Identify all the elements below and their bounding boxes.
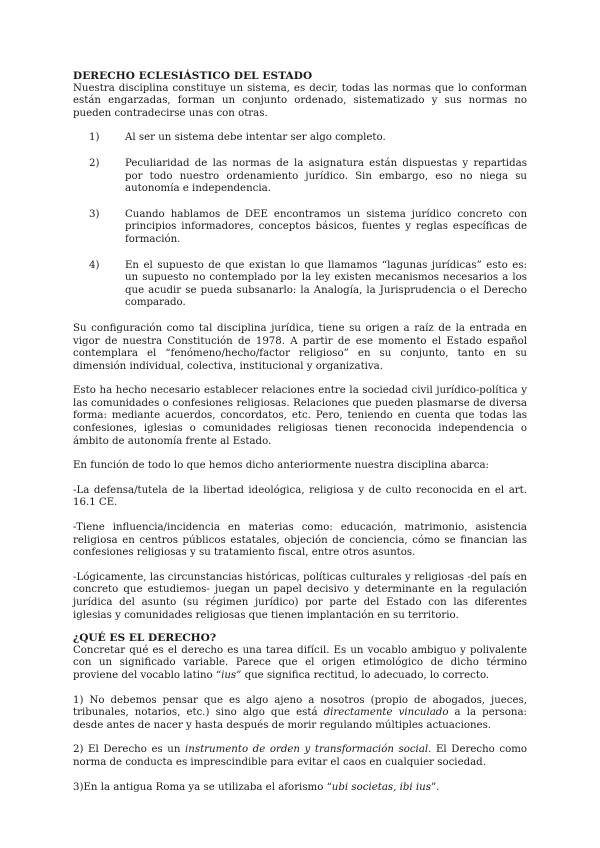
scope-item: -Tiene influencia/incidencia en materias como: educación, matrimonio, asistencia religiosa en centros públicos estatales, objeción de conciencia, cómo se financian las confesiones religiosas y su tratamiento fiscal, entre otros asuntos.: [73, 522, 527, 559]
scope-item: -La defensa/tutela de la libertad ideológica, religiosa y de culto reconocida en el art. 16.1 CE.: [73, 484, 527, 509]
configuration-paragraph: Su configuración como tal disciplina jurídica, tiene su origen a raíz de la entrada en vigor de nuestra Constitución de 1978. A partir de ese momento el Estado español contemplara el “fenómeno/hecho/factor religioso” en su conjunto, tanto en su dimensión individual, colectiva, institucional y organizativa.: [73, 322, 527, 372]
point-2-paragraph: 2) El Derecho es un instrumento de orden y transformación social. El Derecho como norma de conducta es imprescindible para evitar el caos en cualquier sociedad.: [73, 744, 528, 768]
list-item: 2) Peculiaridad de las normas de la asignatura están dispuestas y repartidas por todo nuestro ordenamiento jurídico. Sin embargo, eso no niega su autonomía e independencia.: [89, 157, 527, 195]
list-item: 4) En el supuesto de que existan lo que llamamos “lagunas jurídicas” esto es: un supuesto no contemplado por la ley existen mecanismos necesarios a los que acudir se pueda subsanarlo: la Analogía, la Jurisprudencia o el Derecho comparado.: [89, 259, 527, 309]
intro-paragraph: Nuestra disciplina constituye un sistema, es decir, todas las normas que lo conforman están engarzadas, forman un conjunto ordenado, sistematizado y sus normas no pueden contradecirse unas con otras.: [73, 82, 527, 119]
list-item: 3) Cuando hablamos de DEE encontramos un sistema jurídico concreto con principios informadores, conceptos básicos, fuentes y reglas específicas de formación.: [89, 208, 527, 245]
point-3-paragraph: 3)En la antigua Roma ya se utilizaba el aforismo “ubi societas, ibi ius”.: [73, 781, 440, 793]
spacer: [73, 120, 527, 132]
scope-intro-paragraph: En función de todo lo que hemos dicho anteriormente nuestra disciplina abarca:: [73, 460, 489, 472]
relations-paragraph: Esto ha hecho necesario establecer relaciones entre la sociedad civil jurídico-política y las comunidades o confesiones religiosas. Relaciones que pueden plasmarse de diversa forma: mediante acuerdos, concordatos, etc. Pero, teniendo en cuenta que todas las confesiones, iglesias o comunidades religiosas tienen reconocida independencia o ámbito de autonomía frente al Estado.: [73, 385, 527, 447]
scope-item: -Lógicamente, las circunstancias históricas, políticas culturales y religiosas -del país en concreto que estudiemos- juegan un papel decisivo y determinante en la regulación jurídica del asunto (su régimen jurídico) por parte del Estado con las diferentes iglesias y comunidades religiosas que tienen implantación en su territorio.: [73, 571, 527, 621]
numbered-list: [73, 132, 527, 310]
section-title: ¿QUÉ ES EL DERECHO?: [73, 632, 217, 645]
definition-paragraph: Concretar qué es el derecho es una tarea difícil. Es un vocablo ambiguo y polivalente con un significado variable. Parece que el origen etimológico de dicho término proviene del vocablo latino “ius” que significa rectitud, lo adecuado, lo correcto.: [73, 644, 527, 681]
list-item: 1) Al ser un sistema debe intentar ser algo completo.: [89, 132, 386, 144]
document-title: DERECHO ECLESIÁSTICO DEL ESTADO: [73, 70, 313, 82]
point-1-paragraph: 1) No debemos pensar que es algo ajeno a nosotros (propio de abogados, jueces, tribunales, notarios, etc.) sino algo que está directamente vinculado a la persona: desde antes de nacer y hasta después de morir regulando múltiples actuaciones.: [73, 694, 527, 731]
